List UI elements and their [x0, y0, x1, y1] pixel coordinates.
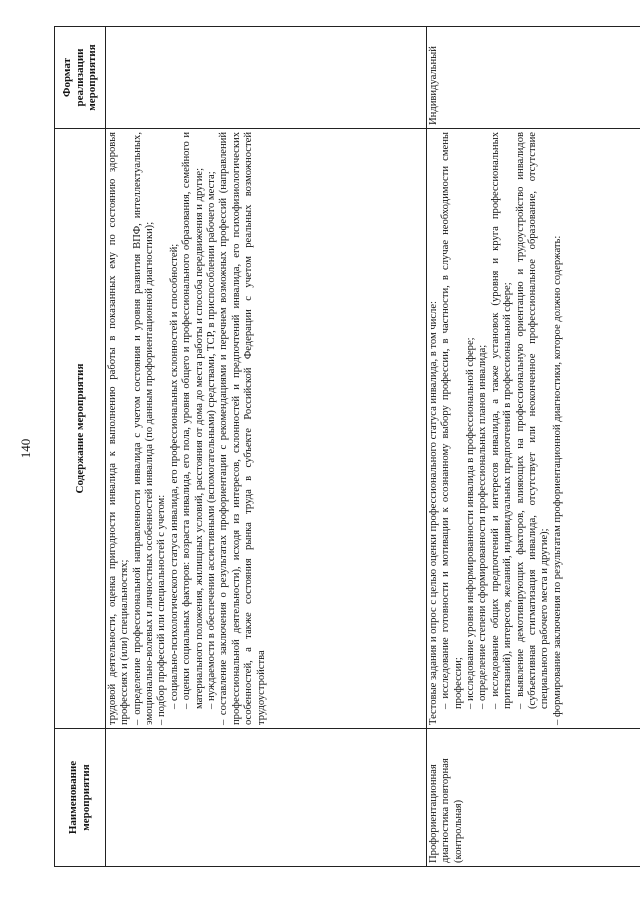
activity-name-cell: Профориентационная диагностика повторная (контрольная): [426, 729, 640, 867]
header-activity-content: Содержание мероприятия: [55, 129, 106, 729]
header-activity-name: Наименование мероприятия: [55, 729, 106, 867]
content-line: – составление заключения о результатах профориентации с рекомендациями и перечнем возможных профессий (направлений профессиональной деятельности), исходя из интересов, склонностей и предпочтений инвалида, его психофизиологических особенностей, а также состояния рынка труда в субъекте Российской Федерации с учетом реальных возможностей трудоустройства: [218, 132, 267, 725]
content-line: – подбор профессий или специальностей с учетом:: [156, 494, 168, 725]
content-line: – определение степени сформированности профессиональных планов инвалида;: [477, 344, 489, 709]
content-line: – исследование общих предпочтений и интересов инвалида, а также установок (уровня и круга профессиональных притязаний), интересов, желаний, индивидуальных предпочтений в профессиональной сфере;: [489, 132, 514, 709]
activity-content-cell: [105, 129, 426, 729]
activity-content-cell: [426, 129, 640, 729]
content-line: – формирование заключения по результатам профориентационной диагностики, которое должно содержать:: [551, 235, 563, 725]
table-row: [105, 27, 426, 867]
content-line: – оценки социальных факторов: возраста инвалида, его пола, уровня общего и профессионального образования, семейного и материального положения, жилищных условий, расстояния от дома до места работы и способа передвижения и другие;: [181, 132, 205, 709]
activities-table: [54, 26, 640, 867]
activity-format-cell: Индивидуальный: [426, 27, 640, 129]
content-line: – определение профессиональной направленности инвалида с учетом состояния и уровня развития ВПФ, интеллектуальных, эмоционально-волевых и личностных особенностей инвалида (по данным профориентационной диагностики);: [131, 132, 155, 725]
activity-name-cell: [105, 729, 426, 867]
content-line: – нуждаемости в обеспечении ассистивными (вспомогательными) средствами, ТСР, в приспособлении рабочего места;: [206, 171, 218, 709]
content-line: трудовой деятельности, оценка пригодности инвалида к выполнению работы в показанных ему по состоянию здоровья профессиях и (или) специальностях;: [106, 132, 131, 725]
header-activity-format: Формат реализации мероприятия: [55, 27, 106, 129]
content-line: Тестовые задания и опрос с целью оценки профессионального статуса инвалида, в том числе:: [427, 301, 439, 725]
content-line: – исследование готовности и мотивации к осознанному выбору профессии, в частности, в случае необходимости смены профессии;: [440, 132, 464, 709]
content-line: – исследование уровня информированности инвалида в профессиональной сфере;: [465, 337, 476, 709]
content-line: – выявление демотивирующих факторов, влияющих на профессиональную ориентацию и трудоустройство инвалидов (субъективная стигматизация инвалида, отсутствует или неоконченное профессиональное образование, отсутствие специального рабочего места и другие);: [514, 132, 551, 709]
table-header-row: [55, 27, 106, 867]
table-row: [426, 27, 640, 867]
page-number: 140: [18, 438, 33, 459]
activity-format-cell: [105, 27, 426, 129]
content-line: – социально-психологического статуса инвалида, его профессиональных склонностей и способностей;: [168, 243, 180, 709]
